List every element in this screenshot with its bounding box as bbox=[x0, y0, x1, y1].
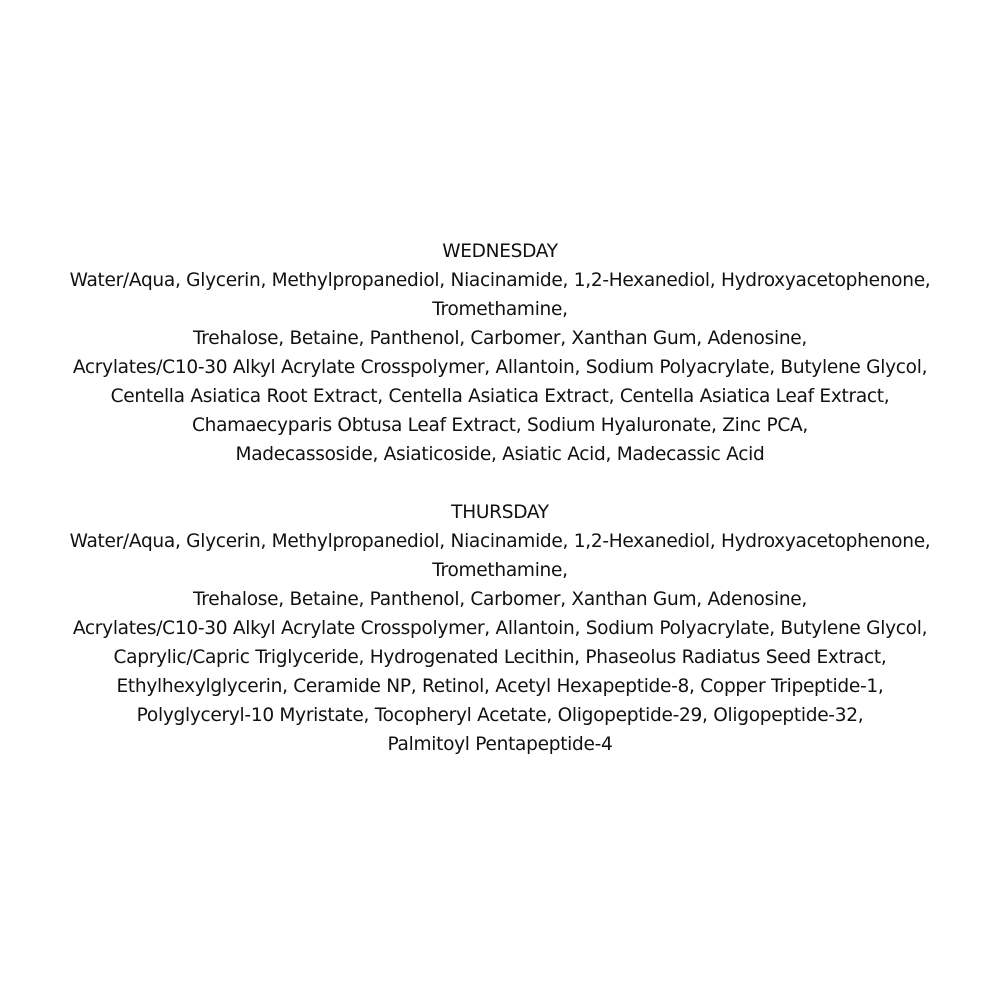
ingredient-line: Caprylic/Capric Triglyceride, Hydrogenated Lecithin, Phaseolus Radiatus Seed Extract, bbox=[113, 646, 887, 668]
ingredient-line: Tromethamine, bbox=[432, 559, 568, 581]
ingredient-line: Trehalose, Betaine, Panthenol, Carbomer, Xanthan Gum, Adenosine, bbox=[192, 327, 808, 349]
ingredient-document bbox=[0, 237, 1000, 759]
ingredient-line: Ethylhexylglycerin, Ceramide NP, Retinol, Acetyl Hexapeptide-8, Copper Tripeptide-1, bbox=[116, 675, 884, 697]
ingredient-line: Water/Aqua, Glycerin, Methylpropanediol, Niacinamide, 1,2-Hexanediol, Hydroxyacetophenone, bbox=[69, 530, 931, 552]
section-wednesday bbox=[0, 237, 1000, 469]
ingredient-line: Acrylates/C10-30 Alkyl Acrylate Crosspolymer, Allantoin, Sodium Polyacrylate, Butylene Glycol, bbox=[72, 617, 928, 639]
ingredient-line: Trehalose, Betaine, Panthenol, Carbomer, Xanthan Gum, Adenosine, bbox=[192, 588, 808, 610]
ingredient-line: Polyglyceryl-10 Myristate, Tocopheryl Acetate, Oligopeptide-29, Oligopeptide-32, bbox=[136, 704, 864, 726]
ingredient-line: Tromethamine, bbox=[432, 298, 568, 320]
ingredient-line: Chamaecyparis Obtusa Leaf Extract, Sodium Hyaluronate, Zinc PCA, bbox=[191, 414, 809, 436]
section-heading: THURSDAY bbox=[451, 501, 549, 523]
ingredient-line: Centella Asiatica Root Extract, Centella Asiatica Extract, Centella Asiatica Leaf Extract, bbox=[110, 385, 890, 407]
section-thursday bbox=[0, 498, 1000, 759]
section-heading: WEDNESDAY bbox=[442, 240, 558, 262]
ingredient-line: Water/Aqua, Glycerin, Methylpropanediol, Niacinamide, 1,2-Hexanediol, Hydroxyacetophenone, bbox=[69, 269, 931, 291]
ingredient-line: Acrylates/C10-30 Alkyl Acrylate Crosspolymer, Allantoin, Sodium Polyacrylate, Butylene Glycol, bbox=[72, 356, 928, 378]
ingredient-line: Madecassoside, Asiaticoside, Asiatic Acid, Madecassic Acid bbox=[235, 443, 765, 465]
ingredient-line: Palmitoyl Pentapeptide-4 bbox=[387, 733, 613, 755]
